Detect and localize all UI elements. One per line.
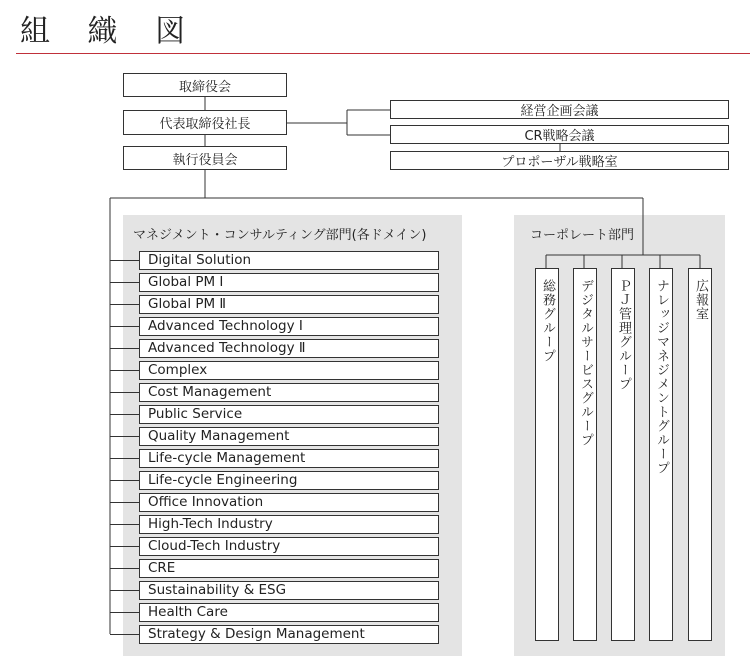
department-item: Life-cycle Management: [139, 449, 439, 468]
knowledge-management-group: ナレッジマネジメントグループ: [649, 268, 673, 641]
department-item: Global PM Ⅰ: [139, 273, 439, 292]
digital-service-group: デジタルサービスグループ: [573, 268, 597, 641]
corporate-panel-title: コーポレート部門: [530, 228, 635, 243]
department-item: Advanced Technology Ⅱ: [139, 339, 439, 358]
management-panel-title: マネジメント・コンサルティング部門(各ドメイン): [133, 228, 427, 243]
general-affairs-group: 総務グループ: [535, 268, 559, 641]
department-item: Advanced Technology Ⅰ: [139, 317, 439, 336]
department-item: Office Innovation: [139, 493, 439, 512]
department-item: Complex: [139, 361, 439, 380]
board-of-directors-box: 取締役会: [123, 73, 287, 97]
department-item: CRE: [139, 559, 439, 578]
department-item: Life-cycle Engineering: [139, 471, 439, 490]
department-item: High-Tech Industry: [139, 515, 439, 534]
president-box: 代表取締役社長: [123, 110, 287, 135]
executive-committee-box: 執行役員会: [123, 146, 287, 170]
public-relations-office: 広報室: [688, 268, 712, 641]
department-item: Strategy & Design Management: [139, 625, 439, 644]
department-item: Quality Management: [139, 427, 439, 446]
department-item: Cloud-Tech Industry: [139, 537, 439, 556]
department-item: Public Service: [139, 405, 439, 424]
proposal-strategy-box: プロポーザル戦略室: [390, 151, 729, 170]
department-item: Global PM Ⅱ: [139, 295, 439, 314]
department-item: Sustainability & ESG: [139, 581, 439, 600]
pj-management-group: ＰＪ管理グループ: [611, 268, 635, 641]
department-item: Digital Solution: [139, 251, 439, 270]
department-item: Cost Management: [139, 383, 439, 402]
management-planning-box: 経営企画会議: [390, 100, 729, 119]
department-item: Health Care: [139, 603, 439, 622]
page-title: 組 織 図: [20, 14, 200, 49]
cr-strategy-box: CR戦略会議: [390, 125, 729, 144]
